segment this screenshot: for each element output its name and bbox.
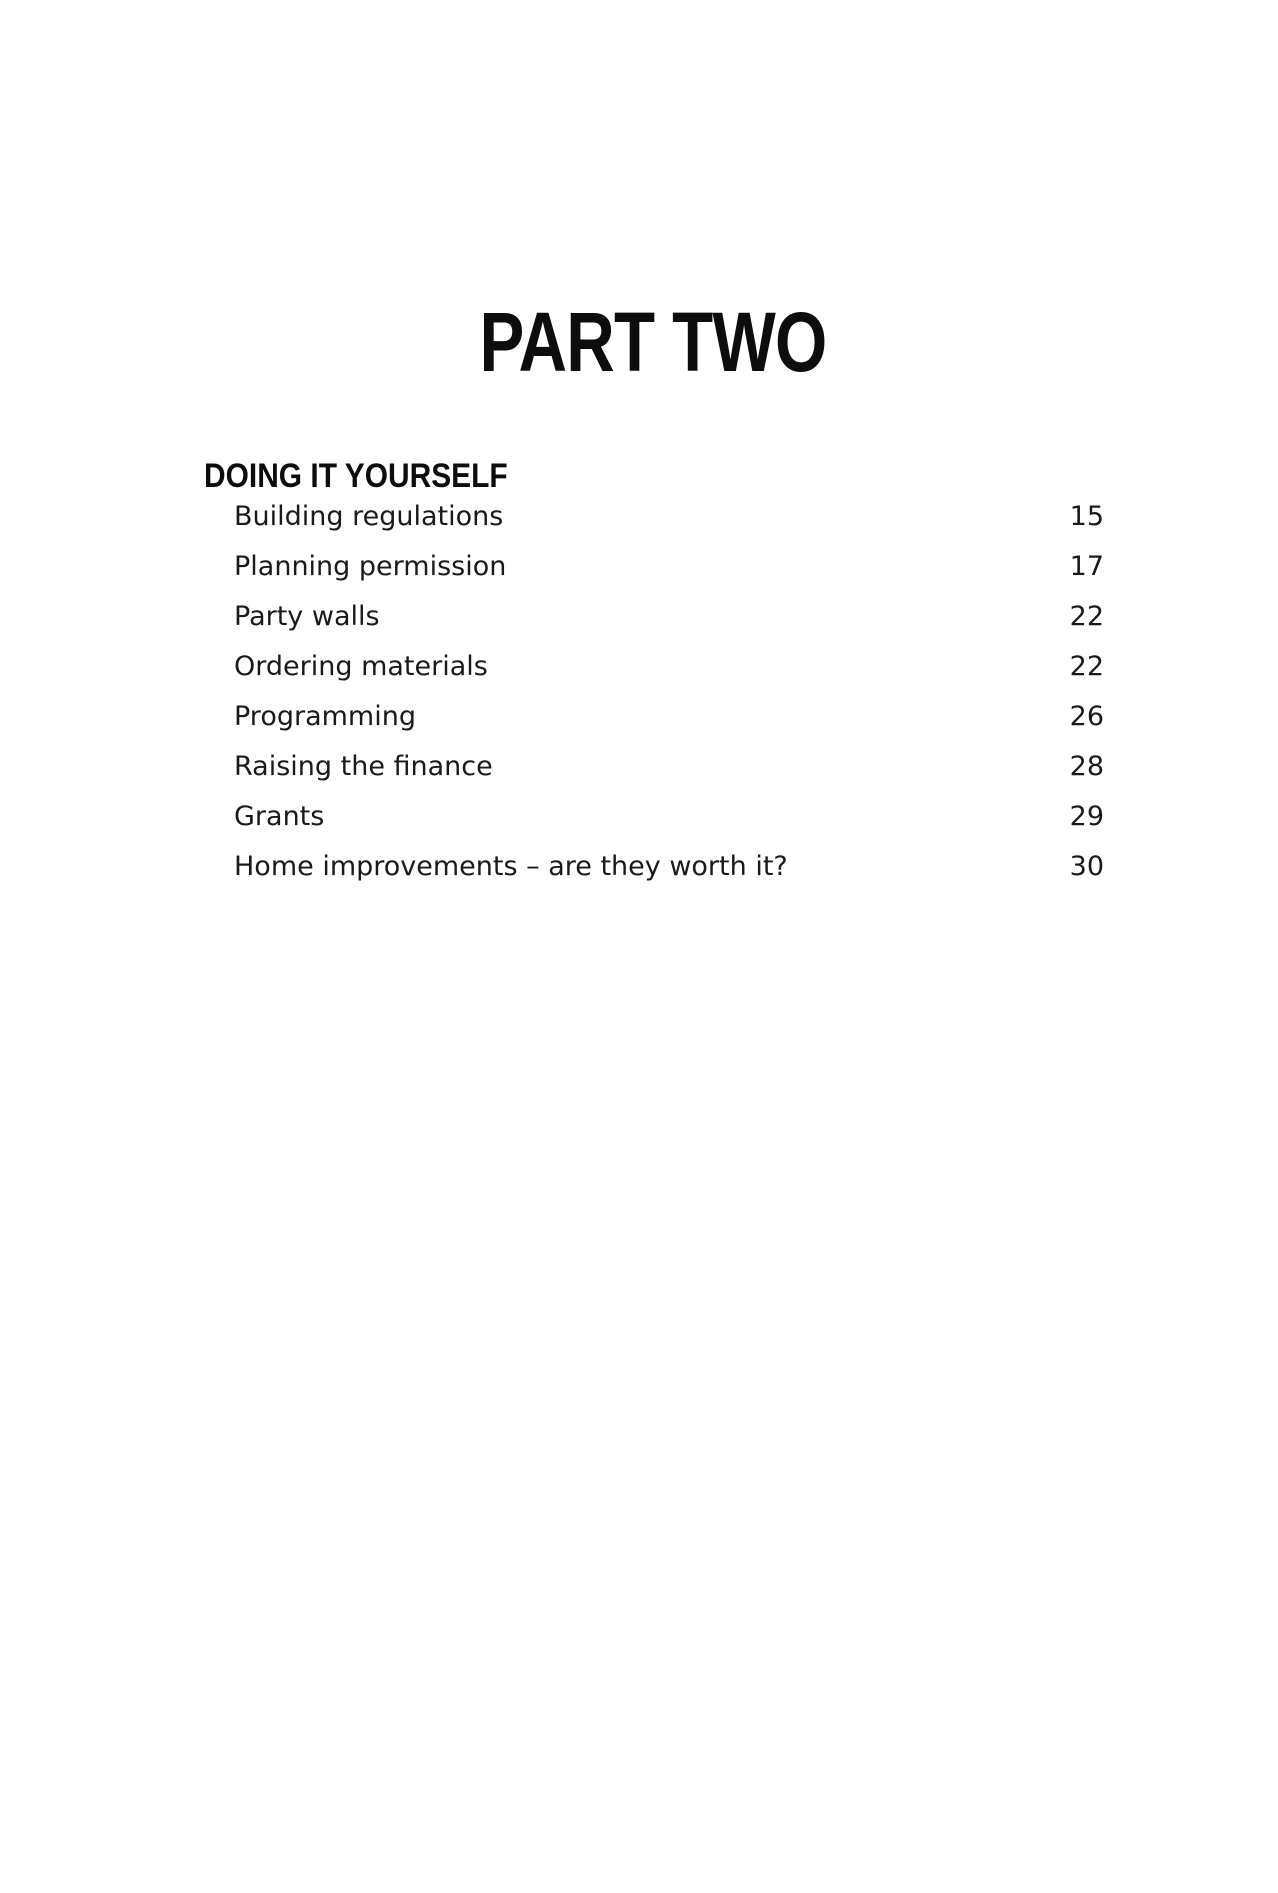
toc-entry-title: Party walls	[234, 601, 380, 632]
toc-entry-page-number: 29	[1069, 801, 1104, 832]
toc-entry	[234, 842, 1104, 892]
toc-entry-page-number: 28	[1069, 751, 1104, 782]
toc-entry	[234, 592, 1104, 642]
toc-entry-page-number: 30	[1069, 851, 1104, 882]
toc-entry-title: Ordering materials	[234, 651, 488, 682]
toc-entry-title: Raising the finance	[234, 751, 493, 782]
toc-entry	[234, 642, 1104, 692]
toc-entry-title: Grants	[234, 801, 325, 832]
toc-entry	[234, 742, 1104, 792]
part-title: PART TWO	[479, 295, 827, 390]
toc-entry	[234, 692, 1104, 742]
toc-entry	[234, 542, 1104, 592]
toc-entry-page-number: 26	[1069, 701, 1104, 732]
toc-entry-page-number: 22	[1069, 601, 1104, 632]
section-title: DOING IT YOURSELF	[204, 457, 508, 496]
toc-entry	[234, 792, 1104, 842]
toc-entry-title: Programming	[234, 701, 416, 732]
toc-entry-page-number: 22	[1069, 651, 1104, 682]
toc-entry-title: Building regulations	[234, 501, 504, 532]
toc-entry	[234, 492, 1104, 542]
toc-entry-title: Home improvements – are they worth it?	[234, 851, 788, 882]
toc-entry-title: Planning permission	[234, 551, 507, 582]
toc-entry-page-number: 15	[1069, 501, 1104, 532]
toc-entry-page-number: 17	[1069, 551, 1104, 582]
table-of-contents	[234, 492, 1104, 892]
